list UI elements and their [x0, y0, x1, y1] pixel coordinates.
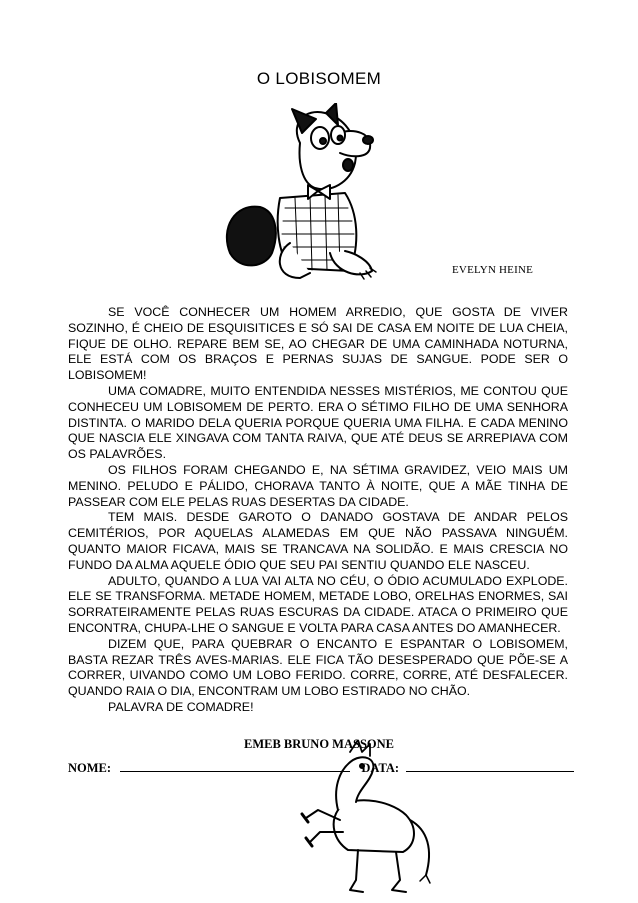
date-label: DATA:: [361, 761, 400, 775]
paragraph: TEM MAIS. DESDE GAROTO O DANADO GOSTAVA DE ANDAR PELOS CEMITÉRIOS, POR AQUELAS ALAMEDAS EM QUE NÃO PASSAVA NINGUÉM. QUANTO MAIOR FICAVA, MAIS SE TRANCAVA NA SOLIDÃO. E MAIS CRESCIA NO FUNDO DA ALMA AQUELE ÓDIO QUE SEU PAI SENTIU QUANDO ELE NASCEU.: [68, 510, 568, 572]
name-date-form: [68, 759, 568, 776]
paragraph: PALAVRA DE COMADRE!: [108, 699, 254, 714]
page-title: O LOBISOMEM: [256, 69, 382, 88]
name-label: NOME:: [68, 761, 112, 775]
school-name: EMEB BRUNO MASSONE: [243, 737, 395, 751]
paragraph: SE VOCÊ CONHECER UM HOMEM ARREDIO, QUE GOSTA DE VIVER SOZINHO, É CHEIO DE ESQUISITICES E SÓ SAI DE CASA EM NOITE DE LUA CHEIA, FIQUE DE OLHO. REPARE BEM SE, AO CHEGAR DE UMA CAMINHADA NOTURNA, ELE ESTÁ COM OS BRAÇOS E PERNAS SUJAS DE SANGUE. PODE SER O LOBISOMEM!: [68, 305, 568, 383]
paragraph: OS FILHOS FORAM CHEGANDO E, NA SÉTIMA GRAVIDEZ, VEIO MAIS UM MENINO. PELUDO E PÁLIDO, CHORAVA TANTO À NOITE, QUE A MÃE TINHA DE PASSEAR COM ELE PELAS RUAS DESERTAS DA CIDADE.: [68, 462, 568, 509]
wolf-illustration: [220, 103, 392, 283]
story-text: [68, 305, 568, 716]
paragraph: ADULTO, QUANDO A LUA VAI ALTA NO CÉU, O ÓDIO ACUMULADO EXPLODE. ELE SE TRANSFORMA. METADE HOMEM, METADE LOBO, ORELHAS ENORMES, SAI SORRATEIRAMENTE PELAS RUAS ESCURAS DA CIDADE. ATACA O PRIMEIRO QUE ENCONTRA, CHUPA-LHE O SANGUE E VOLTA PARA CASA ANTES DO AMANHECER.: [68, 573, 568, 635]
name-field[interactable]: [120, 759, 350, 772]
paragraph: UMA COMADRE, MUITO ENTENDIDA NESSES MISTÉRIOS, ME CONTOU QUE CONHECEU UM LOBISOMEM DE PERTO. ERA O SÉTIMO FILHO DE UMA SENHORA DISTINTA. O MARIDO DELA QUERIA PORQUE QUERIA UMA FILHA. E CADA MENINO QUE NASCIA ELE XINGAVA COM TANTA RAIVA, QUE ATÉ DEUS SE ARREPIAVA COM OS PALAVRÕES.: [68, 383, 568, 462]
paragraph: DIZEM QUE, PARA QUEBRAR O ENCANTO E ESPANTAR O LOBISOMEM, BASTA REZAR TRÊS AVES-MARIAS. ELE FICA TÃO DESESPERADO QUE PÕE-SE A CORRER, UIVANDO COMO UM LOBO FERIDO. CORRE, CORRE, ATÉ DESFALECER. QUANDO RAIA O DIA, ENCONTRAM UM LOBO ESTIRADO NO CHÃO.: [68, 636, 568, 699]
date-field[interactable]: [406, 759, 574, 772]
author-name: EVELYN HEINE: [452, 264, 534, 276]
